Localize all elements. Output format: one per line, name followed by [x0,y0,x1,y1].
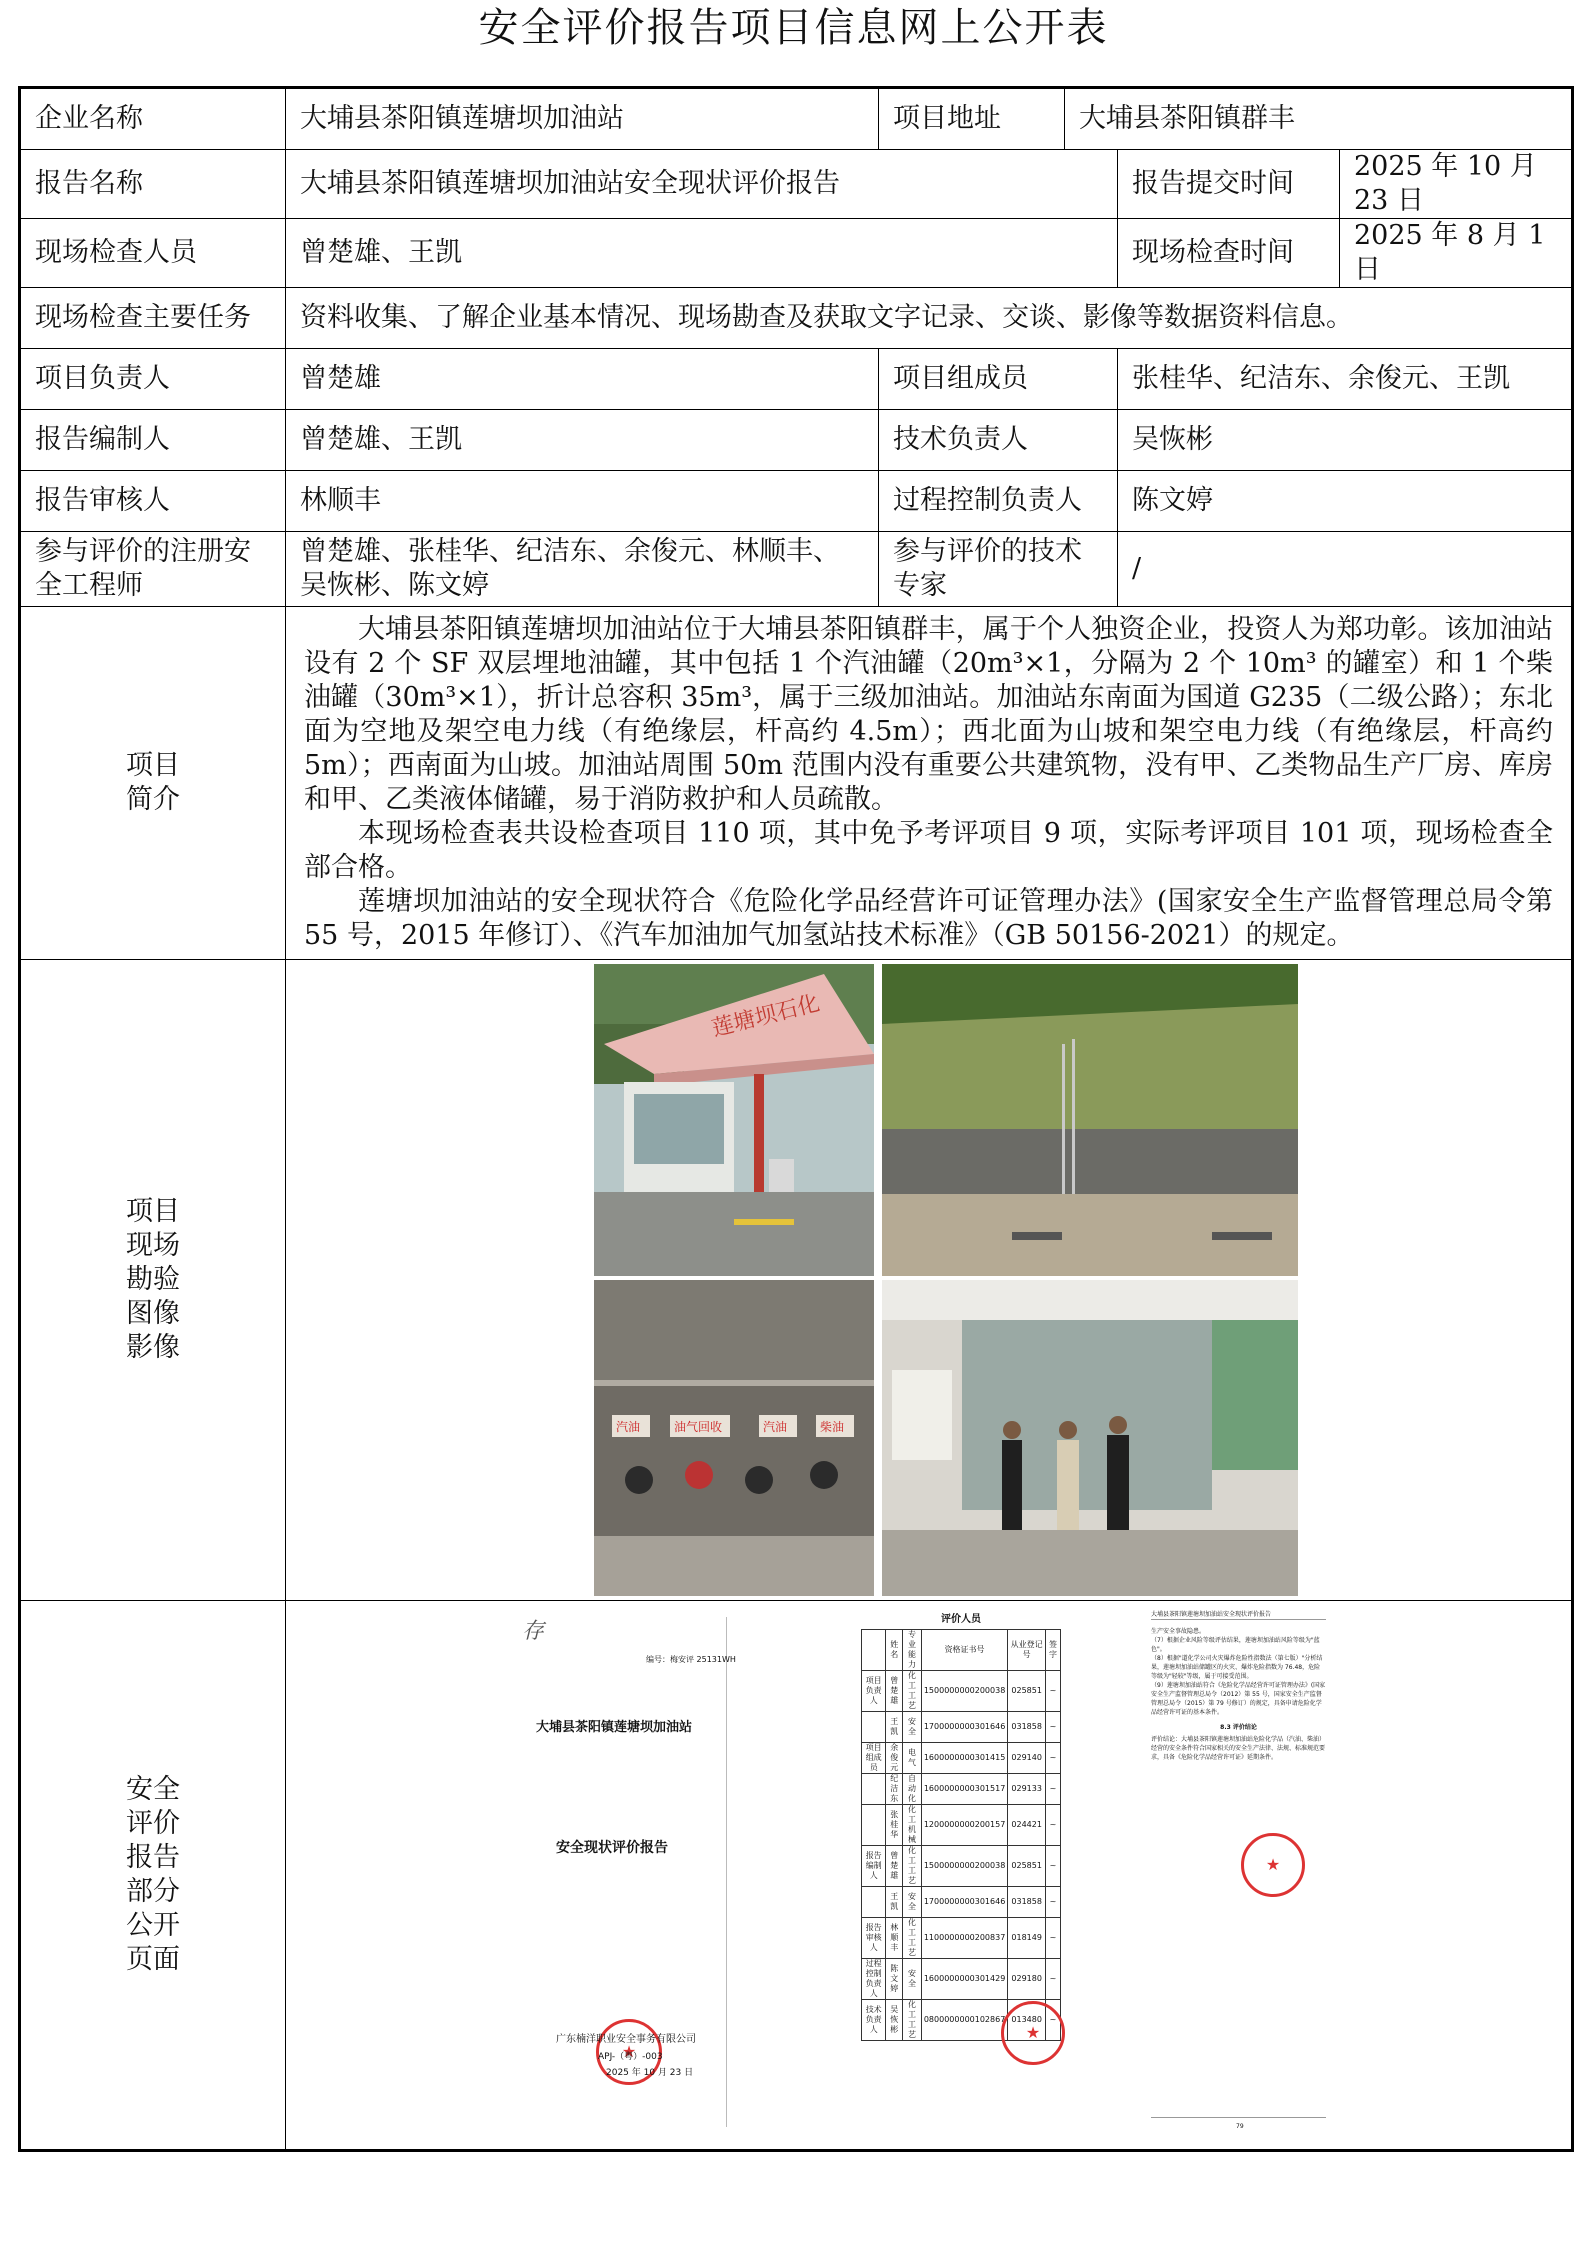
label-public-pages: 安全评价报告部分公开页面 [20,1601,286,2151]
staff-cell: 1600000000301415 [921,1743,1007,1774]
value-company: 大埔县茶阳镇莲塘坝加油站 [286,88,879,150]
label-reviewer: 报告审核人 [20,471,286,532]
value-leader: 曾楚雄 [286,349,879,410]
conclusion-stamp [1241,1833,1305,1897]
label-photos: 项目现场勘验图像影像 [20,960,286,1601]
intro-paragraph-1: 大埔县茶阳镇莲塘坝加油站位于大埔县茶阳镇群丰，属于个人独资企业，投资人为郑功彰。该加油站设有 2 个 SF 双层埋地油罐，其中包括 1 个汽油罐（20m³×1，分隔为 2 个 10m³ 的罐室）和 1 个柴油罐（30m³×1），折计总容积 35m³，属于三级加油站。加油站东南面为国道 G235（二级公路）；东北面为空地及架空电力线（有绝缘层，杆高约 4.5m）；西北面为山坡和架空电力线（有绝缘层，杆高约 5m）；西南面为山坡。加油站周围 50m 范围内没有重要公共建筑物，没有甲、乙类物品生产厂房、库房和甲、乙类液体储罐，易于消防救护和人员疏散。 [304,614,1553,815]
staff-cell: 化工机械 [903,1805,922,1846]
conclusion-item-9: （9）莲塘坝加油站符合《危险化学品经营许可证管理办法》(国家安全生产监督管理总局令（2012）第 55 号，国家安全生产监督管理总局令（2015）第 79 号修订）的规定，具备申请危险化学品经营许可证的基本条件。 [1151,1682,1326,1716]
staff-cell: 1600000000301429 [921,1959,1007,2000]
info-table [18,86,1574,2152]
value-inspectors: 曾楚雄、王凯 [286,219,1118,288]
staff-cell: 029133 [1008,1774,1046,1805]
staff-row [862,1743,1061,1774]
signature-cell: ~ [1046,1712,1061,1743]
tank-label-4: 柴油 [820,1420,845,1434]
label-process: 过程控制负责人 [879,471,1118,532]
photo-grid [286,960,1573,1601]
staff-cell: 025851 [1008,1671,1046,1712]
staff-cell: 031858 [1008,1887,1046,1918]
staff-cell [862,1712,886,1743]
label-experts: 参与评价的技术专家 [879,532,1118,607]
staff-cell: 029180 [1008,1959,1046,2000]
signature-cell: ~ [1046,2000,1061,2041]
label-tasks: 现场检查主要任务 [20,288,286,349]
staff-cell: 024421 [1008,1805,1046,1846]
staff-row [862,1887,1061,1918]
signature-cell: ~ [1046,1805,1061,1846]
staff-row [862,1959,1061,2000]
staff-header-cell: 签字 [1046,1630,1061,1671]
intro-paragraph-3: 莲塘坝加油站的安全现状符合《危险化学品经营许可证管理办法》(国家安全生产监督管理总局令第 55 号，2015 年修订）、《汽车加油加气加氢站技术标准》（GB 50156-2021）的规定。 [304,886,1553,951]
staff-cell: 电气 [903,1743,922,1774]
staff-cell: 技术负责人 [862,2000,886,2041]
signature-cell: ~ [1046,1743,1061,1774]
staff-header-cell: 姓名 [886,1630,903,1671]
staff-cell: 陈文婷 [886,1959,903,2000]
staff-cell: 1600000000301517 [921,1774,1007,1805]
conclusion-body [1151,1627,1326,1762]
staff-cell: 1500000000200038 [921,1671,1007,1712]
canopy-sign: 莲塘坝石化 [709,990,823,1042]
tank-label-1: 汽油 [616,1420,641,1434]
staff-cell: 曾楚雄 [886,1846,903,1887]
staff-row [862,1671,1061,1712]
staff-cell: 项目组成员 [862,1743,886,1774]
conclusion-page-number: 79 [1236,2123,1244,2130]
signature-cell: ~ [1046,1671,1061,1712]
staff-cell: 余俊元 [886,1743,903,1774]
label-engineers: 参与评价的注册安全工程师 [20,532,286,607]
staff-cell: 1500000000200038 [921,1846,1007,1887]
conclusion-section: 8.3 评价结论 [1220,1724,1257,1731]
staff-cell: 化工工艺 [903,1671,922,1712]
label-company: 企业名称 [20,88,286,150]
staff-cell [862,1774,886,1805]
staff-cell: 1700000000301646 [921,1712,1007,1743]
staff-cell: 1100000000200837 [921,1918,1007,1959]
staff-cell: 0800000000102867 [921,2000,1007,2041]
label-inspectors: 现场检查人员 [20,219,286,288]
staff-cell: 王 凯 [886,1712,903,1743]
staff-cell: 项目负责人 [862,1671,886,1712]
value-process: 陈文婷 [1118,471,1573,532]
label-address: 项目地址 [879,88,1065,150]
intro-paragraph-2: 本现场检查表共设检查项目 110 项，其中免予考评项目 9 项，实际考评项目 101 项，现场检查全部合格。 [304,818,1553,883]
staff-cell: 报告审核人 [862,1918,886,1959]
conclusion-header: 大埔县茶阳镇莲塘坝加油站安全现状评价报告 [1151,1611,1326,1620]
cover-code: 编号：梅安评 25131WH [646,1655,736,1664]
label-members: 项目组成员 [879,349,1118,410]
value-submit-time: 2025 年 10 月 23 日 [1340,150,1573,219]
signature-cell: ~ [1046,1846,1061,1887]
cover-date: 2025 年 10 月 23 日 [606,2068,694,2078]
staff-cell: 安全 [903,1712,922,1743]
report-conclusion-page [1151,1601,1326,2149]
value-tech-lead: 吴恢彬 [1118,410,1573,471]
conclusion-final: 评价结论：大埔县茶阳镇莲塘坝加油站危险化学品（汽油、柴油）经营的安全条件符合国家相关的安全生产法律、法规、标准规范要求，具备《危险化学品经营许可证》延期条件。 [1151,1736,1326,1761]
staff-table [861,1629,1061,2041]
value-compiler: 曾楚雄、王凯 [286,410,879,471]
photo-inspection-team [882,1280,1298,1596]
staff-header-cell: 资格证书号 [921,1630,1007,1671]
photo-hillside-tank-area [882,964,1298,1276]
staff-cell: 林顺丰 [886,1918,903,1959]
staff-cell: 曾楚雄 [886,1671,903,1712]
conclusion-item-7: （7）根据企业风险等级评估结果，莲塘坝加油站风险等级为"蓝色"。 [1151,1637,1320,1653]
label-compiler: 报告编制人 [20,410,286,471]
label-inspect-time: 现场检查时间 [1118,219,1340,288]
value-reviewer: 林顺丰 [286,471,879,532]
staff-cell [862,1887,886,1918]
staff-cell: 化工工艺 [903,2000,922,2041]
staff-cell: 化工工艺 [903,1918,922,1959]
staff-row [862,1774,1061,1805]
value-tasks: 资料收集、了解企业基本情况、现场勘查及获取文字记录、交谈、影像等数据资料信息。 [286,288,1573,349]
cover-station: 大埔县茶阳镇莲塘坝加油站 [536,1720,693,1735]
staff-cell: 张桂华 [886,1805,903,1846]
staff-header-cell [862,1630,886,1671]
staff-cell: 安全 [903,1959,922,2000]
report-staff-page [861,1601,1071,2149]
label-report-name: 报告名称 [20,150,286,219]
staff-row [862,1846,1061,1887]
photo-station-canopy [594,964,874,1276]
intro-text [286,607,1573,960]
staff-cell: 王 凯 [886,1887,903,1918]
staff-cell: 自动化 [903,1774,922,1805]
value-inspect-time: 2025 年 8 月 1 日 [1340,219,1573,288]
page-title: 安全评价报告项目信息网上公开表 [478,5,1109,51]
conclusion-item-8: （8）根据"道化学公司火灾爆炸危险性指数法（第七版）"分析结果，莲塘坝加油站储罐区的火灾、爆炸危险指数为 76.48，危险等级为"轻较"等级，属于可接受范围。 [1151,1655,1323,1680]
staff-cell: 031858 [1008,1712,1046,1743]
staff-row [862,1712,1061,1743]
staff-cell: 025851 [1008,1846,1046,1887]
label-intro: 项目简介 [20,607,286,960]
staff-row [862,1918,1061,1959]
label-tech-lead: 技术负责人 [879,410,1118,471]
staff-header-row [862,1630,1061,1671]
signature-cell: ~ [1046,1959,1061,2000]
value-address: 大埔县茶阳镇群丰 [1065,88,1573,150]
signature-cell: ~ [1046,1774,1061,1805]
staff-cell: 化工工艺 [903,1846,922,1887]
tank-label-2: 油气回收 [674,1420,723,1434]
tank-label-3: 汽油 [763,1420,788,1434]
value-members: 张桂华、纪洁东、余俊元、王凯 [1118,349,1573,410]
label-submit-time: 报告提交时间 [1118,150,1340,219]
staff-header-cell: 从业登记号 [1008,1630,1046,1671]
cover-cert: APJ-（粤）-003 [598,2052,663,2062]
staff-title: 评价人员 [941,1614,981,1625]
conclusion-lead: 生产安全事故隐患。 [1151,1628,1206,1635]
photo-tank-wells [594,1280,874,1596]
staff-cell: 1700000000301646 [921,1887,1007,1918]
staff-stamp [1001,2001,1065,2065]
label-leader: 项目负责人 [20,349,286,410]
staff-cell: 1200000000200157 [921,1805,1007,1846]
signature-cell: ~ [1046,1918,1061,1959]
staff-cell [862,1805,886,1846]
value-report-name: 大埔县茶阳镇莲塘坝加油站安全现状评价报告 [286,150,1118,219]
signature-cell: ~ [1046,1887,1061,1918]
value-engineers: 曾楚雄、张桂华、纪洁东、余俊元、林顺丰、吴恢彬、陈文婷 [286,532,879,607]
cover-handwrite: 存 [522,1619,545,1644]
staff-header-cell: 专业能力 [903,1630,922,1671]
staff-cell: 吴恢彬 [886,2000,903,2041]
staff-cell: 报告编制人 [862,1846,886,1887]
cover-report-title: 安全现状评价报告 [556,1840,668,1856]
cover-company: 广东楠洋职业安全事务有限公司 [556,2034,696,2045]
staff-cell: 018149 [1008,1918,1046,1959]
staff-cell: 安全 [903,1887,922,1918]
value-experts: / [1118,532,1573,607]
staff-cell: 过程控制负责人 [862,1959,886,2000]
report-cover-page [496,1601,786,2149]
staff-cell: 029140 [1008,1743,1046,1774]
staff-row [862,1805,1061,1846]
staff-cell: 纪洁东 [886,1774,903,1805]
staff-cell: 013480 [1008,2000,1046,2041]
public-pages [286,1601,1573,2151]
